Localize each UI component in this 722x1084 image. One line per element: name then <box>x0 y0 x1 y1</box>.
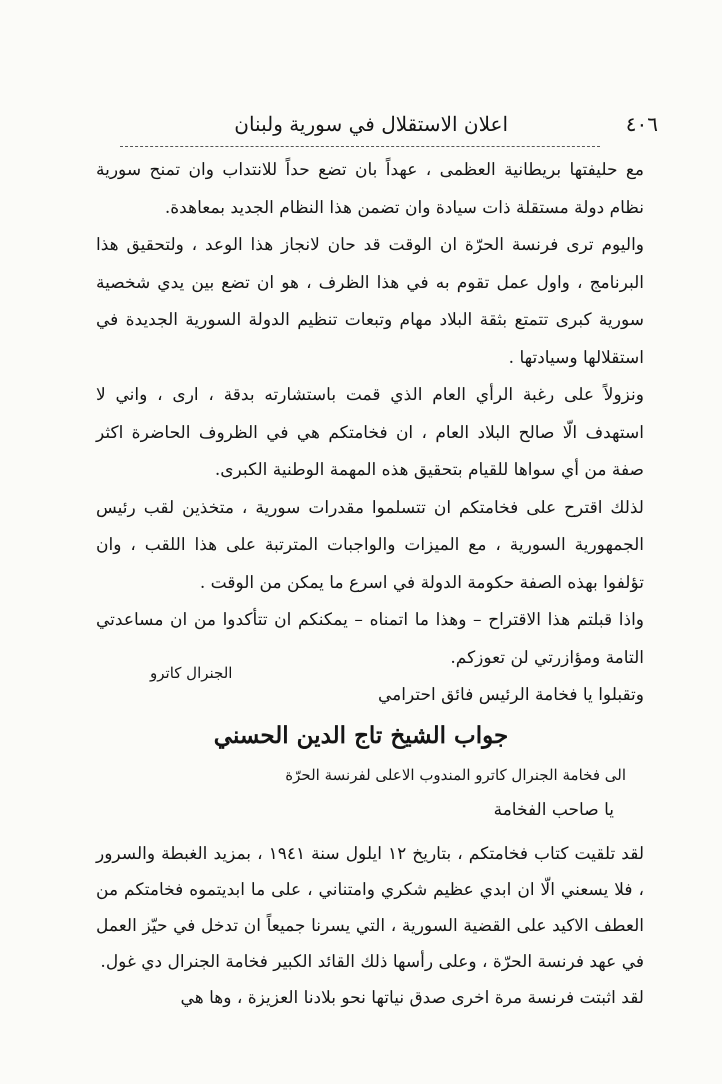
running-title: اعلان الاستقلال في سورية ولبنان <box>234 112 508 136</box>
addressee-line: الى فخامة الجنرال كاترو المندوب الاعلى لفرنسة الحرّة <box>285 766 626 784</box>
paragraph: واذا قبلتم هذا الاقتراح – وهذا ما اتمناه – يمكنكم ان تتأكدوا من ان مساعدتي التامة ومؤازرتي لن تعوزكم. <box>96 610 644 668</box>
paragraph: ونزولاً على رغبة الرأي العام الذي قمت باستشارته بدقة ، ارى ، واني لا استهدف الّا صالح البلاد العام ، ان فخامتكم هي في الظروف الحاضرة اكثر صفة من أي سواها للقيام بتحقيق هذه المهمة الوطنية الكبرى. <box>96 385 644 480</box>
paragraph: لقد اثبتت فرنسة مرة اخرى صدق نياتها نحو بلادنا العزيزة ، وها هي <box>180 988 644 1008</box>
closing-line: وتقبلوا يا فخامة الرئيس فائق احترامي <box>377 685 644 705</box>
salutation: يا صاحب الفخامة <box>493 800 614 820</box>
paragraph: مع حليفتها بريطانية العظمى ، عهداً بان تضع حداً للانتداب وان تمنح سورية نظام دولة مستقلة ذات سيادة وان تضمن هذا النظام الجديد بمعاهدة. <box>96 160 644 218</box>
reply-body <box>96 836 644 1016</box>
page-header <box>100 112 658 144</box>
page-number: ٤٠٦ <box>625 112 658 136</box>
paragraph: لقد تلقيت كتاب فخامتكم ، بتاريخ ١٢ ايلول سنة ١٩٤١ ، بمزيد الغبطة والسرور ، فلا يسعني الّا ان ابدي عظيم شكري وامتناني ، على ما ابديتموه فخامتكم من العطف الاكيد على القضية السورية ، التي يسرنا جميعاً ان تدخل في حيّز العمل في عهد فرنسة الحرّة ، وعلى رأسها ذلك القائد الكبير فخامة الجنرال دي غول. <box>96 844 645 972</box>
paragraph: واليوم ترى فرنسة الحرّة ان الوقت قد حان لانجاز هذا الوعد ، ولتحقيق هذا البرنامج ، واول عمل تقوم به في هذا الظرف ، هو ان تضع بين يدي شخصية سورية كبرى تتمتع بثقة البلاد مهام وتبعات تنظيم الدولة السورية الجديدة في استقلالها وسيادتها . <box>96 235 644 368</box>
header-rule <box>120 146 600 147</box>
letter-body <box>96 152 644 715</box>
section-heading: جواب الشيخ تاج الدين الحسني <box>213 722 509 749</box>
signature: الجنرال كاترو <box>150 664 233 682</box>
paragraph: لذلك اقترح على فخامتكم ان تتسلموا مقدرات سورية ، متخذين لقب رئيس الجمهورية السورية ، مع الميزات والواجبات المترتبة على هذا اللقب ، وان تؤلفوا بهذه الصفة حكومة الدولة في اسرع ما يمكن من الوقت . <box>96 497 644 593</box>
